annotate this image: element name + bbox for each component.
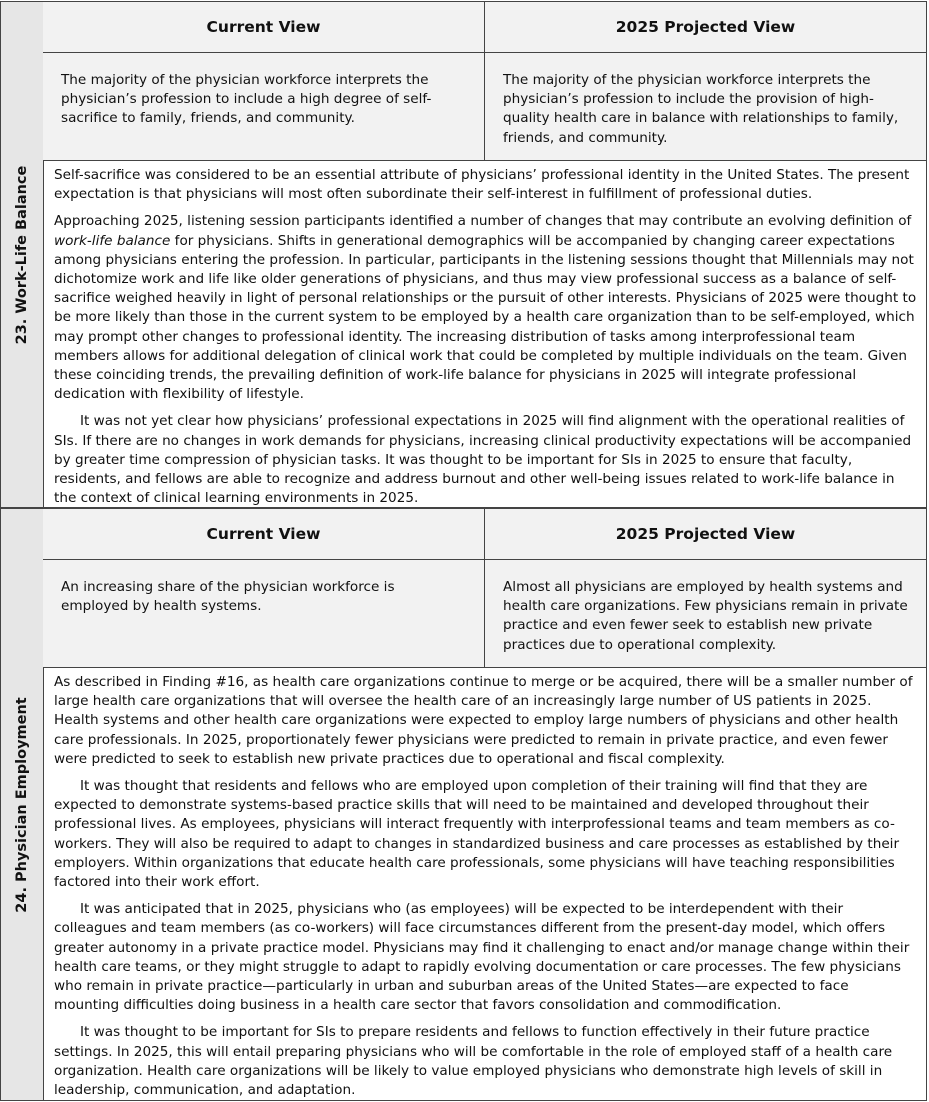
- view-text-row: [43, 53, 926, 161]
- paragraph: It was anticipated that in 2025, physicians who (as employees) will be expected to be interdependent with their colleagues and team members (as co-workers) will face circumstances different from the present-day model, which offers greater autonomy in a private practice model. Physicians may find it challenging to enact and/or manage change within their health care teams, or they might struggle to adapt to rapidly evolving documentation or care processes. The few physicians who remain in private practice—particularly in urban and suburban areas of the United States—are expected to face mounting difficulties doing business in a health care sector that favors consolidation and commodification.: [54, 901, 910, 1014]
- discussion-body: [43, 668, 926, 1100]
- projected-view-header: 2025 Projected View: [484, 509, 926, 559]
- section-side-label: [1, 2, 44, 507]
- paragraph: As described in Finding #16, as health care organizations continue to merge or be acquired, there will be a smaller number of large health care organizations that will oversee the health care of an increasingly large number of US patients in 2025. Health systems and other health care organizations were expected to employ large numbers of physicians and other health care professionals. In 2025, proportionately fewer physicians were predicted to remain in private practice, and even fewer were predicted to seek to establish new private practices due to operational and fiscal complexity.: [54, 674, 913, 767]
- section-title: 23. Work-Life Balance: [14, 165, 30, 344]
- paragraph: Self-sacrifice was considered to be an essential attribute of physicians’ professional identity in the United States. The present expectation is that physicians will most often subordinate their self-interest in fulfillment of professional duties.: [54, 167, 910, 203]
- finding-23-work-life-balance: [0, 1, 927, 508]
- paragraph-text: Approaching 2025, listening session participants identified a number of changes that may contribute an evolving definition of: [54, 213, 912, 230]
- section-title: 24. Physician Employment: [14, 696, 30, 913]
- paragraph: It was thought that residents and fellows who are employed upon completion of their training will find that they are expected to demonstrate systems-based practice skills that will need to be maintained and developed throughout their professional lives. As employees, physicians will interact frequently with interprofessional teams and team members as co-workers. They will also be required to adapt to changes in standardized business and care processes as established by their employers. Within organizations that educate health care professionals, some physicians will have teaching responsibilities factored into their work effort.: [54, 778, 900, 891]
- current-view-text: An increasing share of the physician workforce is employed by health systems.: [43, 560, 484, 667]
- section-side-label: [1, 509, 44, 1100]
- projected-view-text: The majority of the physician workforce interprets the physician’s profession to include the provision of high-quality health care in balance with relationships to family, friends, and community.: [484, 53, 926, 160]
- section-content: [43, 509, 926, 1100]
- projected-view-header: 2025 Projected View: [484, 2, 926, 52]
- italic-term: work-life balance: [54, 232, 171, 249]
- discussion-body: [43, 161, 926, 508]
- paragraph: It was not yet clear how physicians’ professional expectations in 2025 will find alignment with the operational realities of SIs. If there are no changes in work demands for physicians, increasing clinical productivity expectations will be accompanied by greater time compression of physician tasks. It was thought to be important for SIs in 2025 to ensure that faculty, residents, and fellows are able to recognize and address burnout and other well-being issues related to work-life balance in the context of clinical learning environments in 2025.: [54, 413, 912, 507]
- view-header-row: [43, 2, 926, 53]
- paragraph: It was thought to be important for SIs to prepare residents and fellows to function effectively in their future practice settings. In 2025, this will entail preparing physicians who will be comfortable in the role of employed staff of a health care organization. Health care organizations will be likely to value employed physicians who demonstrate high levels of skill in leadership, communication, and adaptation.: [54, 1024, 893, 1099]
- section-content: [43, 2, 926, 507]
- finding-24-physician-employment: [0, 508, 927, 1101]
- paragraph-text: for physicians. Shifts in generational demographics will be accompanied by changing career expectations among physicians entering the profession. In particular, participants in the listening sessions thought that Millennials may not dichotomize work and life like older generations of physicians, and thus may view professional success as a balance of self-sacrifice weighed heavily in light of personal relationships or the pursuit of other interests. Physicians of 2025 were thought to be more likely than those in the current system to be employed by a health care organization than to be self-employed, which may prompt other changes to professional identity. The increasing distribution of tasks among interprofessional team members allows for additional delegation of clinical work that could be completed by multiple individuals on the team. Given these coinciding trends, the prevailing definition of work-life balance for physicians in 2025 will integrate professional dedication with flexibility of lifestyle.: [54, 232, 917, 403]
- view-text-row: [43, 560, 926, 668]
- paragraph: [54, 212, 918, 404]
- current-view-text: The majority of the physician workforce interprets the physician’s profession to include a high degree of self-sacrifice to family, friends, and community.: [43, 53, 484, 160]
- view-header-row: [43, 509, 926, 560]
- current-view-header: Current View: [43, 509, 484, 559]
- current-view-header: Current View: [43, 2, 484, 52]
- projected-view-text: Almost all physicians are employed by health systems and health care organizations. Few physicians remain in private practice and even fewer seek to establish new private practices due to operational complexity.: [484, 560, 926, 667]
